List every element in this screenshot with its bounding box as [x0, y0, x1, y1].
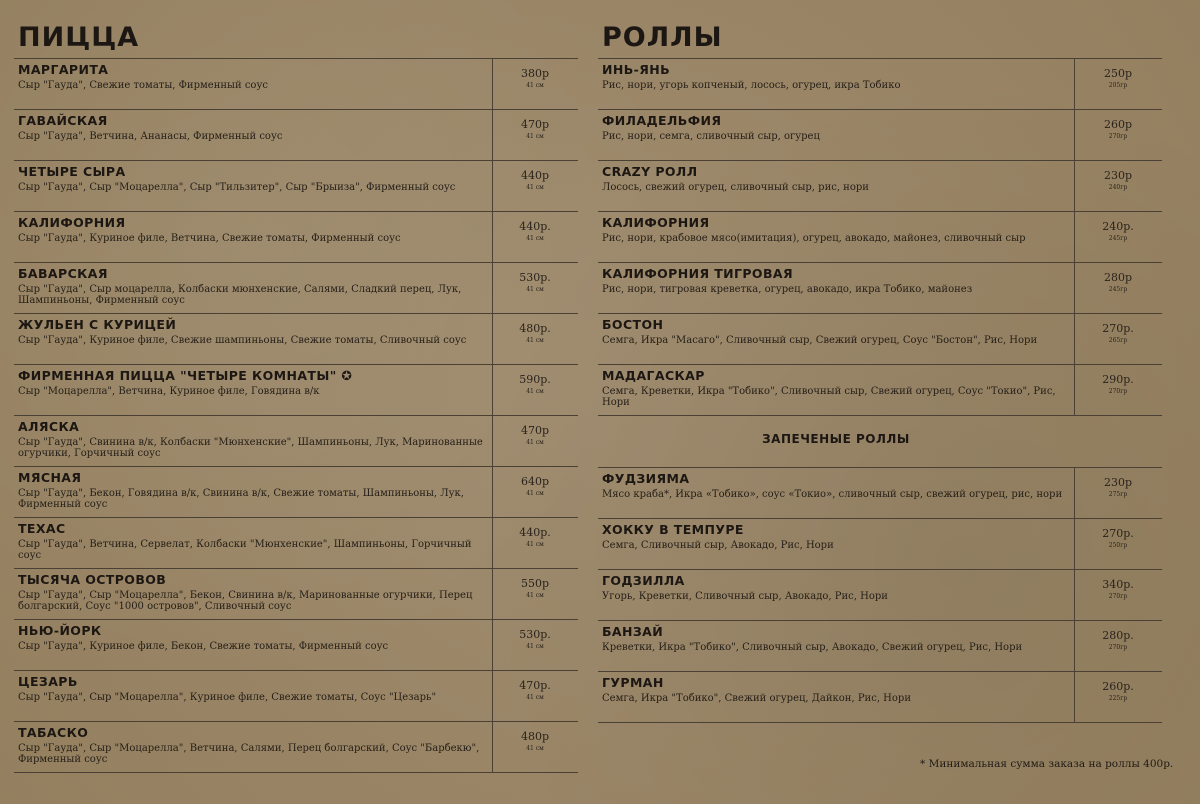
list-bottom-rule [598, 415, 1162, 416]
menu-item-name: ЖУЛЬЕН С КУРИЦЕЙ [18, 317, 177, 332]
menu-item-description: Сыр "Гауда", Ветчина, Сервелат, Колбаски "Мюнхенские", Шампиньоны, Горчичный соус [18, 539, 472, 561]
menu-item-size: 270гр [1108, 593, 1128, 600]
menu-item-price: 230р [1103, 169, 1133, 182]
menu-item-price: 590р. [519, 373, 551, 386]
menu-item-size: 225гр [1108, 695, 1128, 702]
menu-item-size: 41 см [526, 745, 544, 752]
menu-item-description: Сыр "Гауда", Бекон, Говядина в/к, Свинина в/к, Свежие томаты, Шампиньоны, Лук, Фирменный соус [18, 488, 464, 510]
menu-item-name: МАРГАРИТА [18, 62, 109, 77]
pizza-menu-row [14, 160, 578, 211]
menu-item-description: Сыр "Гауда", Сыр "Моцарелла", Бекон, Свинина в/к, Маринованные огурчики, Перец болгарский, Соус "1000 островов", Сливочный соус [18, 590, 473, 612]
menu-item-price: 270р. [1102, 527, 1134, 540]
rolls-menu-list [598, 58, 1162, 416]
menu-item-description: Сыр "Гауда", Куриное филе, Бекон, Свежие томаты, Фирменный соус [18, 641, 389, 652]
menu-item-name: НЬЮ-ЙОРК [18, 623, 102, 638]
roll-menu-row [598, 364, 1162, 415]
menu-item-size: 41 см [526, 133, 544, 140]
roll-menu-row [598, 262, 1162, 313]
menu-item-name: ТАБАСКО [18, 725, 89, 740]
baked-rolls-menu-list [598, 467, 1162, 723]
menu-item-price: 480р. [519, 322, 551, 335]
menu-item-description: Сыр "Гауда", Ветчина, Ананасы, Фирменный соус [18, 131, 283, 142]
menu-item-size: 270гр [1108, 388, 1128, 395]
menu-item-size: 41 см [526, 184, 544, 191]
pizza-menu-row [14, 109, 578, 160]
pizza-menu-list [14, 58, 578, 773]
menu-item-price: 550р [520, 577, 550, 590]
menu-item-description: Рис, нори, семга, сливочный сыр, огурец [602, 131, 820, 142]
baked-rolls-heading: ЗАПЕЧЕНЫЕ РОЛЛЫ [762, 432, 910, 446]
menu-item-name: ХОККУ В ТЕМПУРЕ [602, 522, 744, 537]
roll-menu-row [598, 58, 1162, 109]
roll-menu-row [598, 313, 1162, 364]
menu-item-size: 270гр [1108, 133, 1128, 140]
menu-item-description: Сыр "Гауда", Сыр моцарелла, Колбаски мюнхенские, Салями, Сладкий перец, Лук, Шампиньоны, Фирменный соус [18, 284, 462, 306]
menu-item-name: ФУДЗИЯМА [602, 471, 690, 486]
menu-item-price: 530р. [519, 271, 551, 284]
menu-item-price: 470р [520, 424, 550, 437]
pizza-menu-row [14, 721, 578, 772]
menu-item-description: Лосось, свежий огурец, сливочный сыр, рис, нори [602, 182, 869, 193]
menu-item-description: Рис, нори, тигровая креветка, огурец, авокадо, икра Тобико, майонез [602, 284, 973, 295]
menu-item-size: 205гр [1108, 82, 1128, 89]
roll-menu-row [598, 211, 1162, 262]
menu-item-size: 41 см [526, 235, 544, 242]
menu-item-name: ЦЕЗАРЬ [18, 674, 78, 689]
menu-item-size: 41 см [526, 337, 544, 344]
roll-menu-row [598, 160, 1162, 211]
menu-item-price: 240р. [1102, 220, 1134, 233]
menu-item-name: КАЛИФОРНИЯ [602, 215, 710, 230]
menu-item-size: 41 см [526, 388, 544, 395]
menu-item-size: 250гр [1108, 542, 1128, 549]
menu-item-description: Сыр "Гауда", Сыр "Моцарелла", Ветчина, Салями, Перец болгарский, Соус "Барбекю", Фирменный соус [18, 743, 480, 765]
menu-item-size: 41 см [526, 82, 544, 89]
menu-item-price: 440р. [519, 220, 551, 233]
menu-item-name: МАДАГАСКАР [602, 368, 705, 383]
menu-item-description: Сыр "Гауда", Куриное филе, Ветчина, Свежие томаты, Фирменный соус [18, 233, 401, 244]
menu-item-description: Сыр "Гауда", Сыр "Моцарелла", Сыр "Тильзитер", Сыр "Брыиза", Фирменный соус [18, 182, 456, 193]
menu-item-name: ГУРМАН [602, 675, 664, 690]
pizza-menu-row [14, 670, 578, 721]
menu-item-price: 280р [1103, 271, 1133, 284]
menu-item-price: 290р. [1102, 373, 1134, 386]
menu-item-size: 245гр [1108, 286, 1128, 293]
rolls-section-title: РОЛЛЫ [602, 22, 723, 53]
menu-item-name: МЯСНАЯ [18, 470, 82, 485]
menu-item-size: 240гр [1108, 184, 1128, 191]
pizza-menu-row [14, 517, 578, 568]
menu-item-price: 470р [520, 118, 550, 131]
menu-item-price: 260р [1103, 118, 1133, 131]
menu-item-price: 340р. [1102, 578, 1134, 591]
pizza-menu-row [14, 211, 578, 262]
menu-item-price: 440р. [519, 526, 551, 539]
menu-item-description: Сыр "Гауда", Свежие томаты, Фирменный соус [18, 80, 268, 91]
list-bottom-rule [598, 722, 1162, 723]
menu-item-size: 41 см [526, 490, 544, 497]
list-bottom-rule [14, 772, 578, 773]
menu-item-name: КАЛИФОРНИЯ ТИГРОВАЯ [602, 266, 793, 281]
menu-item-description: Семга, Сливочный сыр, Авокадо, Рис, Нори [602, 540, 834, 551]
menu-item-description: Сыр "Гауда", Куриное филе, Свежие шампиньоны, Свежие томаты, Сливочный соус [18, 335, 467, 346]
menu-item-name: CRAZY РОЛЛ [602, 164, 698, 179]
pizza-menu-row [14, 568, 578, 619]
baked-roll-menu-row [598, 671, 1162, 722]
menu-item-price: 480р [520, 730, 550, 743]
menu-item-price: 270р. [1102, 322, 1134, 335]
menu-item-description: Семга, Креветки, Икра "Тобико", Сливочный сыр, Свежий огурец, Соус "Токио", Рис, Нори [602, 386, 1056, 408]
menu-item-name: АЛЯСКА [18, 419, 80, 434]
pizza-menu-row [14, 619, 578, 670]
baked-roll-menu-row [598, 569, 1162, 620]
menu-item-name: ТЕХАС [18, 521, 66, 536]
menu-item-description: Семга, Икра "Тобико", Свежий огурец, Дайкон, Рис, Нори [602, 693, 911, 704]
menu-item-description: Рис, нори, угорь копченый, лосось, огурец, икра Тобико [602, 80, 901, 91]
menu-item-description: Креветки, Икра "Тобико", Сливочный сыр, Авокадо, Свежий огурец, Рис, Нори [602, 642, 1023, 653]
menu-item-size: 41 см [526, 643, 544, 650]
menu-item-size: 265гр [1108, 337, 1128, 344]
menu-item-size: 41 см [526, 541, 544, 548]
minimum-order-note: * Минимальная сумма заказа на роллы 400р. [920, 758, 1174, 770]
pizza-menu-row [14, 313, 578, 364]
menu-item-price: 470р. [519, 679, 551, 692]
menu-item-name: ФИРМЕННАЯ ПИЦЦА "ЧЕТЫРЕ КОМНАТЫ" ✪ [18, 368, 353, 383]
menu-item-name: ФИЛАДЕЛЬФИЯ [602, 113, 722, 128]
menu-item-name: ТЫСЯЧА ОСТРОВОВ [18, 572, 167, 587]
menu-item-price: 380р [520, 67, 550, 80]
menu-item-price: 640р [520, 475, 550, 488]
menu-item-name: ЧЕТЫРЕ СЫРА [18, 164, 126, 179]
menu-item-size: 41 см [526, 694, 544, 701]
menu-item-name: КАЛИФОРНИЯ [18, 215, 126, 230]
pizza-menu-row [14, 58, 578, 109]
pizza-menu-row [14, 415, 578, 466]
menu-item-description: Сыр "Гауда", Сыр "Моцарелла", Куриное филе, Свежие томаты, Соус "Цезарь" [18, 692, 437, 703]
menu-item-name: ГАВАЙСКАЯ [18, 113, 108, 128]
pizza-section-title: ПИЦЦА [18, 22, 140, 53]
baked-roll-menu-row [598, 620, 1162, 671]
menu-item-name: ИНЬ-ЯНЬ [602, 62, 671, 77]
menu-item-size: 275гр [1108, 491, 1128, 498]
menu-item-size: 270гр [1108, 644, 1128, 651]
menu-item-price: 280р. [1102, 629, 1134, 642]
menu-item-size: 41 см [526, 286, 544, 293]
roll-menu-row [598, 109, 1162, 160]
pizza-menu-row [14, 466, 578, 517]
menu-item-description: Рис, нори, крабовое мясо(имитация), огурец, авокадо, майонез, сливочный сыр [602, 233, 1026, 244]
menu-item-price: 250р [1103, 67, 1133, 80]
menu-item-name: БОСТОН [602, 317, 664, 332]
pizza-menu-row [14, 262, 578, 313]
menu-item-description: Семга, Икра "Масаго", Сливочный сыр, Свежий огурец, Соус "Бостон", Рис, Нори [602, 335, 1038, 346]
menu-item-name: ГОДЗИЛЛА [602, 573, 685, 588]
menu-item-description: Сыр "Гауда", Свинина в/к, Колбаски "Мюнхенские", Шампиньоны, Лук, Маринованные огурчики, Горчичный соус [18, 437, 483, 459]
menu-item-description: Сыр "Моцарелла", Ветчина, Куриное филе, Говядина в/к [18, 386, 320, 397]
menu-item-description: Мясо краба*, Икра «Тобико», соус «Токио», сливочный сыр, свежий огурец, рис, нори [602, 489, 1063, 500]
baked-roll-menu-row [598, 518, 1162, 569]
menu-item-size: 245гр [1108, 235, 1128, 242]
menu-item-price: 230р [1103, 476, 1133, 489]
baked-roll-menu-row [598, 467, 1162, 518]
menu-item-name: БАНЗАЙ [602, 624, 664, 639]
menu-item-size: 41 см [526, 592, 544, 599]
menu-item-price: 440р [520, 169, 550, 182]
menu-item-size: 41 см [526, 439, 544, 446]
pizza-menu-row [14, 364, 578, 415]
menu-item-price: 260р. [1102, 680, 1134, 693]
menu-item-name: БАВАРСКАЯ [18, 266, 108, 281]
menu-item-price: 530р. [519, 628, 551, 641]
menu-item-description: Угорь, Креветки, Сливочный сыр, Авокадо, Рис, Нори [602, 591, 888, 602]
